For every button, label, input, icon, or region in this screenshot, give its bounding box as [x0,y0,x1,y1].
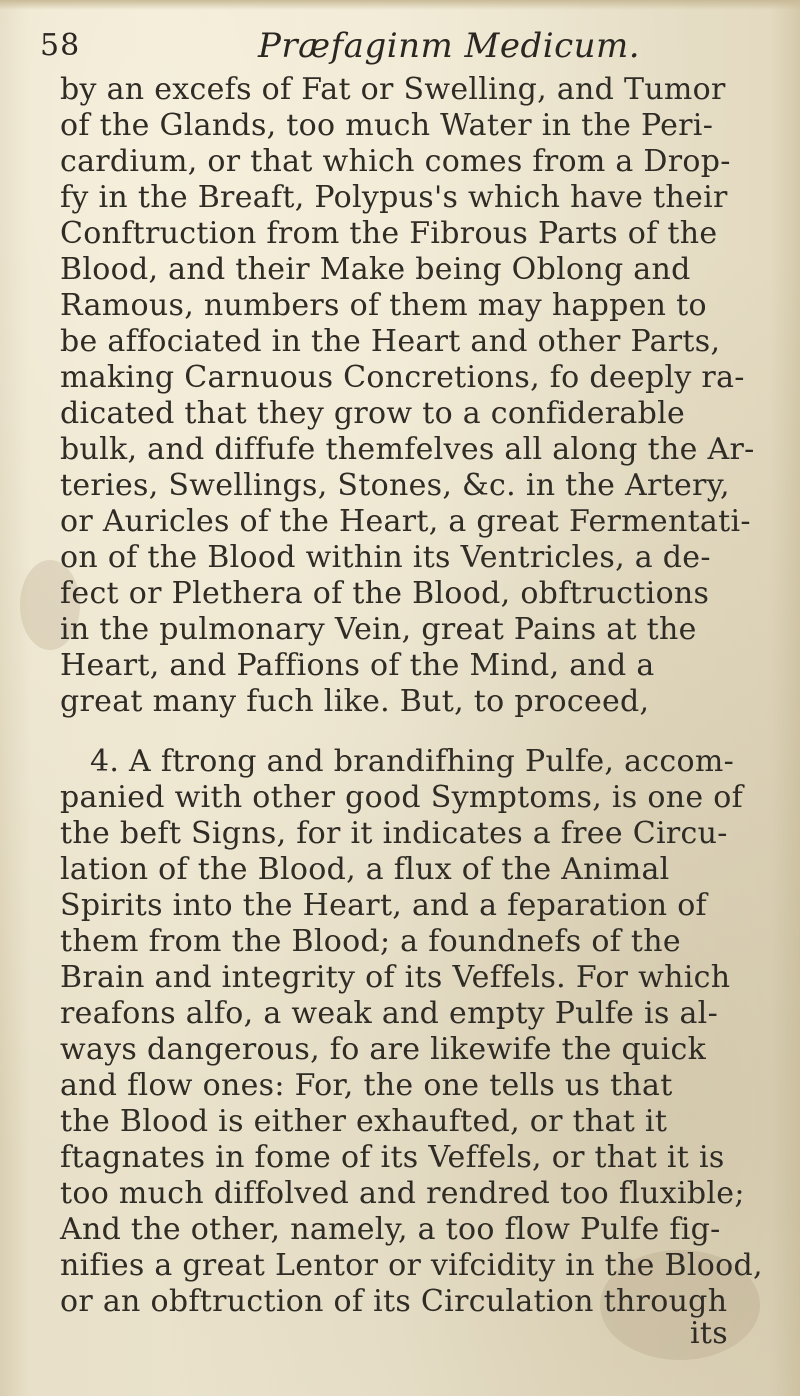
text-line: on of the Blood within its Ventricles, a de- [60,540,711,575]
text-line: the beft Signs, for it indicates a free Circu- [60,816,728,851]
text-line: 4. A ftrong and brandifhing Pulfe, accom- [90,744,735,779]
text-line: in the pulmonary Vein, great Pains at the [60,612,697,647]
text-line: cardium, or that which comes from a Drop- [60,144,731,179]
text-line: ftagnates in fome of its Veffels, or that it is [60,1140,725,1175]
catchword: its [690,1316,728,1351]
text-line: great many fuch like. But, to proceed, [60,684,650,719]
text-line: Ramous, numbers of them may happen to [60,288,707,323]
text-line: lation of the Blood, a flux of the Animal [60,852,670,887]
text-line: ways dangerous, fo are likewife the quick [60,1032,707,1067]
text-line: And the other, namely, a too flow Pulfe fig- [60,1212,721,1247]
page-number: 58 [40,28,81,63]
text-line: be affociated in the Heart and other Parts, [60,324,721,359]
text-line: Spirits into the Heart, and a feparation of [60,888,707,923]
text-line: too much diffolved and rendred too fluxible; [60,1176,745,1211]
text-line: teries, Swellings, Stones, &c. in the Artery, [60,468,730,503]
running-head: Præfaginm Medicum. [258,26,641,66]
text-line: fy in the Breaft, Polypus's which have their [60,180,728,215]
text-line: dicated that they grow to a confiderable [60,396,686,431]
text-line: making Carnuous Concretions, fo deeply ra- [60,360,745,395]
text-line: bulk, and diffufe themfelves all along the Ar- [60,432,755,467]
text-line: Conftruction from the Fibrous Parts of the [60,216,718,251]
text-line: by an excefs of Fat or Swelling, and Tumor [60,72,726,107]
text-line: and flow ones: For, the one tells us that [60,1068,673,1103]
text-line: or an obftruction of its Circulation through [60,1284,728,1319]
text-line: Blood, and their Make being Oblong and [60,252,691,287]
text-line: or Auricles of the Heart, a great Fermentati- [60,504,751,539]
text-line: fect or Plethera of the Blood, obftructions [60,576,710,611]
text-line: panied with other good Symptoms, is one of [60,780,743,815]
page-top-edge [0,0,800,10]
text-line: of the Glands, too much Water in the Peri- [60,108,714,143]
text-line: Brain and integrity of its Veffels. For which [60,960,731,995]
text-line: nifies a great Lentor or vifcidity in the Blood, [60,1248,763,1283]
text-line: Heart, and Paffions of the Mind, and a [60,648,655,683]
text-line: them from the Blood; a foundnefs of the [60,924,681,959]
text-line: reafons alfo, a weak and empty Pulfe is al- [60,996,719,1031]
text-line: the Blood is either exhaufted, or that it [60,1104,668,1139]
